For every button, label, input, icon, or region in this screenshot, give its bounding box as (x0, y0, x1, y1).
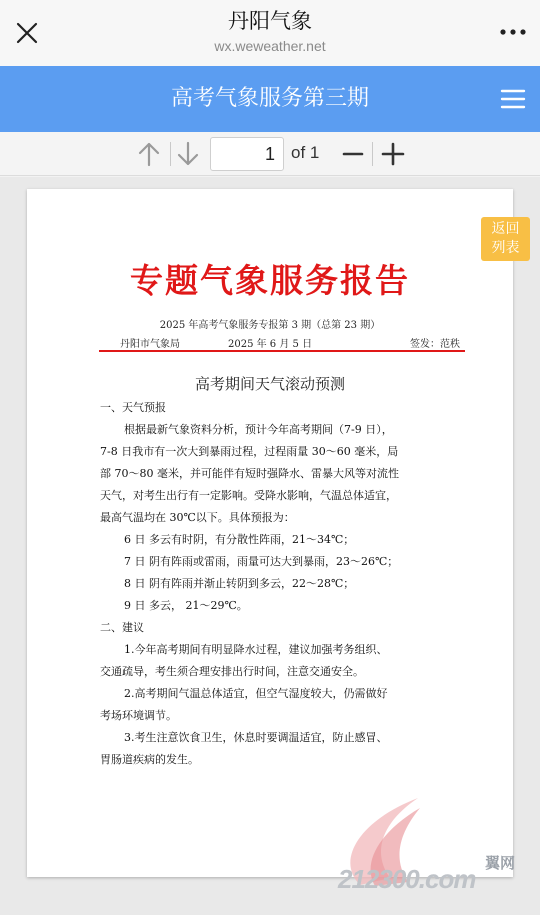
page-url: wx.weweather.net (214, 38, 326, 54)
forecast-line: 6 日 多云有时阴，有分散性阵雨，21～34℃； (124, 533, 355, 546)
page-count-label: of 1 (291, 143, 320, 162)
red-divider (99, 350, 465, 352)
report-title: 专题气象服务报告 (130, 261, 410, 300)
previous-page-arrow-up-icon[interactable] (136, 140, 162, 168)
more-options-icon[interactable] (498, 20, 528, 44)
page-title: 高考气象服务第三期 (170, 86, 369, 111)
watermark-domain: 212300.com (338, 864, 476, 894)
forecast-line: 7 日 阴有阵雨或雷雨，雨量可达大到暴雨，23～26℃； (124, 555, 399, 568)
page-header (0, 66, 540, 132)
toolbar-divider (372, 142, 373, 166)
section-heading: 一、天气预报 (100, 401, 166, 414)
back-to-list-label-line2: 列表 (491, 240, 520, 256)
account-title: 丹阳气象 (228, 9, 312, 33)
body-line: 3.考生注意饮食卫生，休息时要调温适宜，防止感冒、 (124, 731, 388, 744)
wechat-title-block (120, 6, 420, 56)
close-icon[interactable] (12, 18, 42, 48)
body-line: 交通疏导，考生须合理安排出行时间，注意交通安全。 (100, 665, 364, 678)
body-line: 最高气温均在 30℃以下。具体预报为： (100, 511, 295, 524)
body-line: 7-8 日我市有一次大到暴雨过程，过程雨量 30～60 毫米，局 (100, 445, 399, 458)
issue-date: 2025 年 6 月 5 日 (228, 339, 313, 350)
body-line: 2.高考期间气温总体适宜，但空气湿度较大，仍需做好 (124, 687, 388, 700)
document-heading: 高考期间天气滚动预测 (194, 375, 345, 393)
body-line: 1.今年高考期间有明显降水过程，建议加强考务组织、 (124, 643, 388, 656)
page-number-input[interactable] (210, 137, 284, 171)
body-line: 考场环境调节。 (100, 709, 177, 722)
body-line: 部 70～80 毫米，并可能伴有短时强降水、雷暴大风等对流性 (100, 467, 399, 480)
zoom-out-minus-icon[interactable] (340, 140, 366, 168)
pdf-toolbar (0, 132, 540, 176)
toolbar-divider (170, 142, 171, 166)
report-meta (120, 335, 460, 351)
watermark-brand: 翼网 (485, 854, 516, 872)
forecast-line: 9 日 多云， 21～29℃。 (124, 599, 248, 612)
body-line: 胃肠道疾病的发生。 (100, 753, 199, 766)
next-page-arrow-down-icon[interactable] (175, 140, 201, 168)
signer: 签发：范秩 (410, 339, 460, 350)
section-heading: 二、建议 (100, 621, 144, 634)
issue-line: 2025 年高考气象服务专报第 3 期（总第 23 期） (159, 320, 381, 331)
back-to-list-button[interactable] (481, 217, 530, 261)
body-line: 根据最新气象资料分析，预计今年高考期间（7-9 日）， (124, 423, 393, 436)
back-to-list-label-line1: 返回 (491, 221, 520, 237)
body-line: 天气，对考生出行有一定影响。受降水影响，气温总体适宜， (100, 489, 397, 502)
issuing-organization: 丹阳市气象局 (120, 339, 180, 350)
pdf-page (27, 189, 516, 877)
zoom-in-plus-icon[interactable] (379, 140, 407, 168)
hamburger-menu-icon[interactable] (498, 84, 528, 114)
wechat-top-bar (0, 0, 540, 66)
forecast-line: 8 日 阴有阵雨并渐止转阴到多云，22～28℃； (124, 577, 355, 590)
